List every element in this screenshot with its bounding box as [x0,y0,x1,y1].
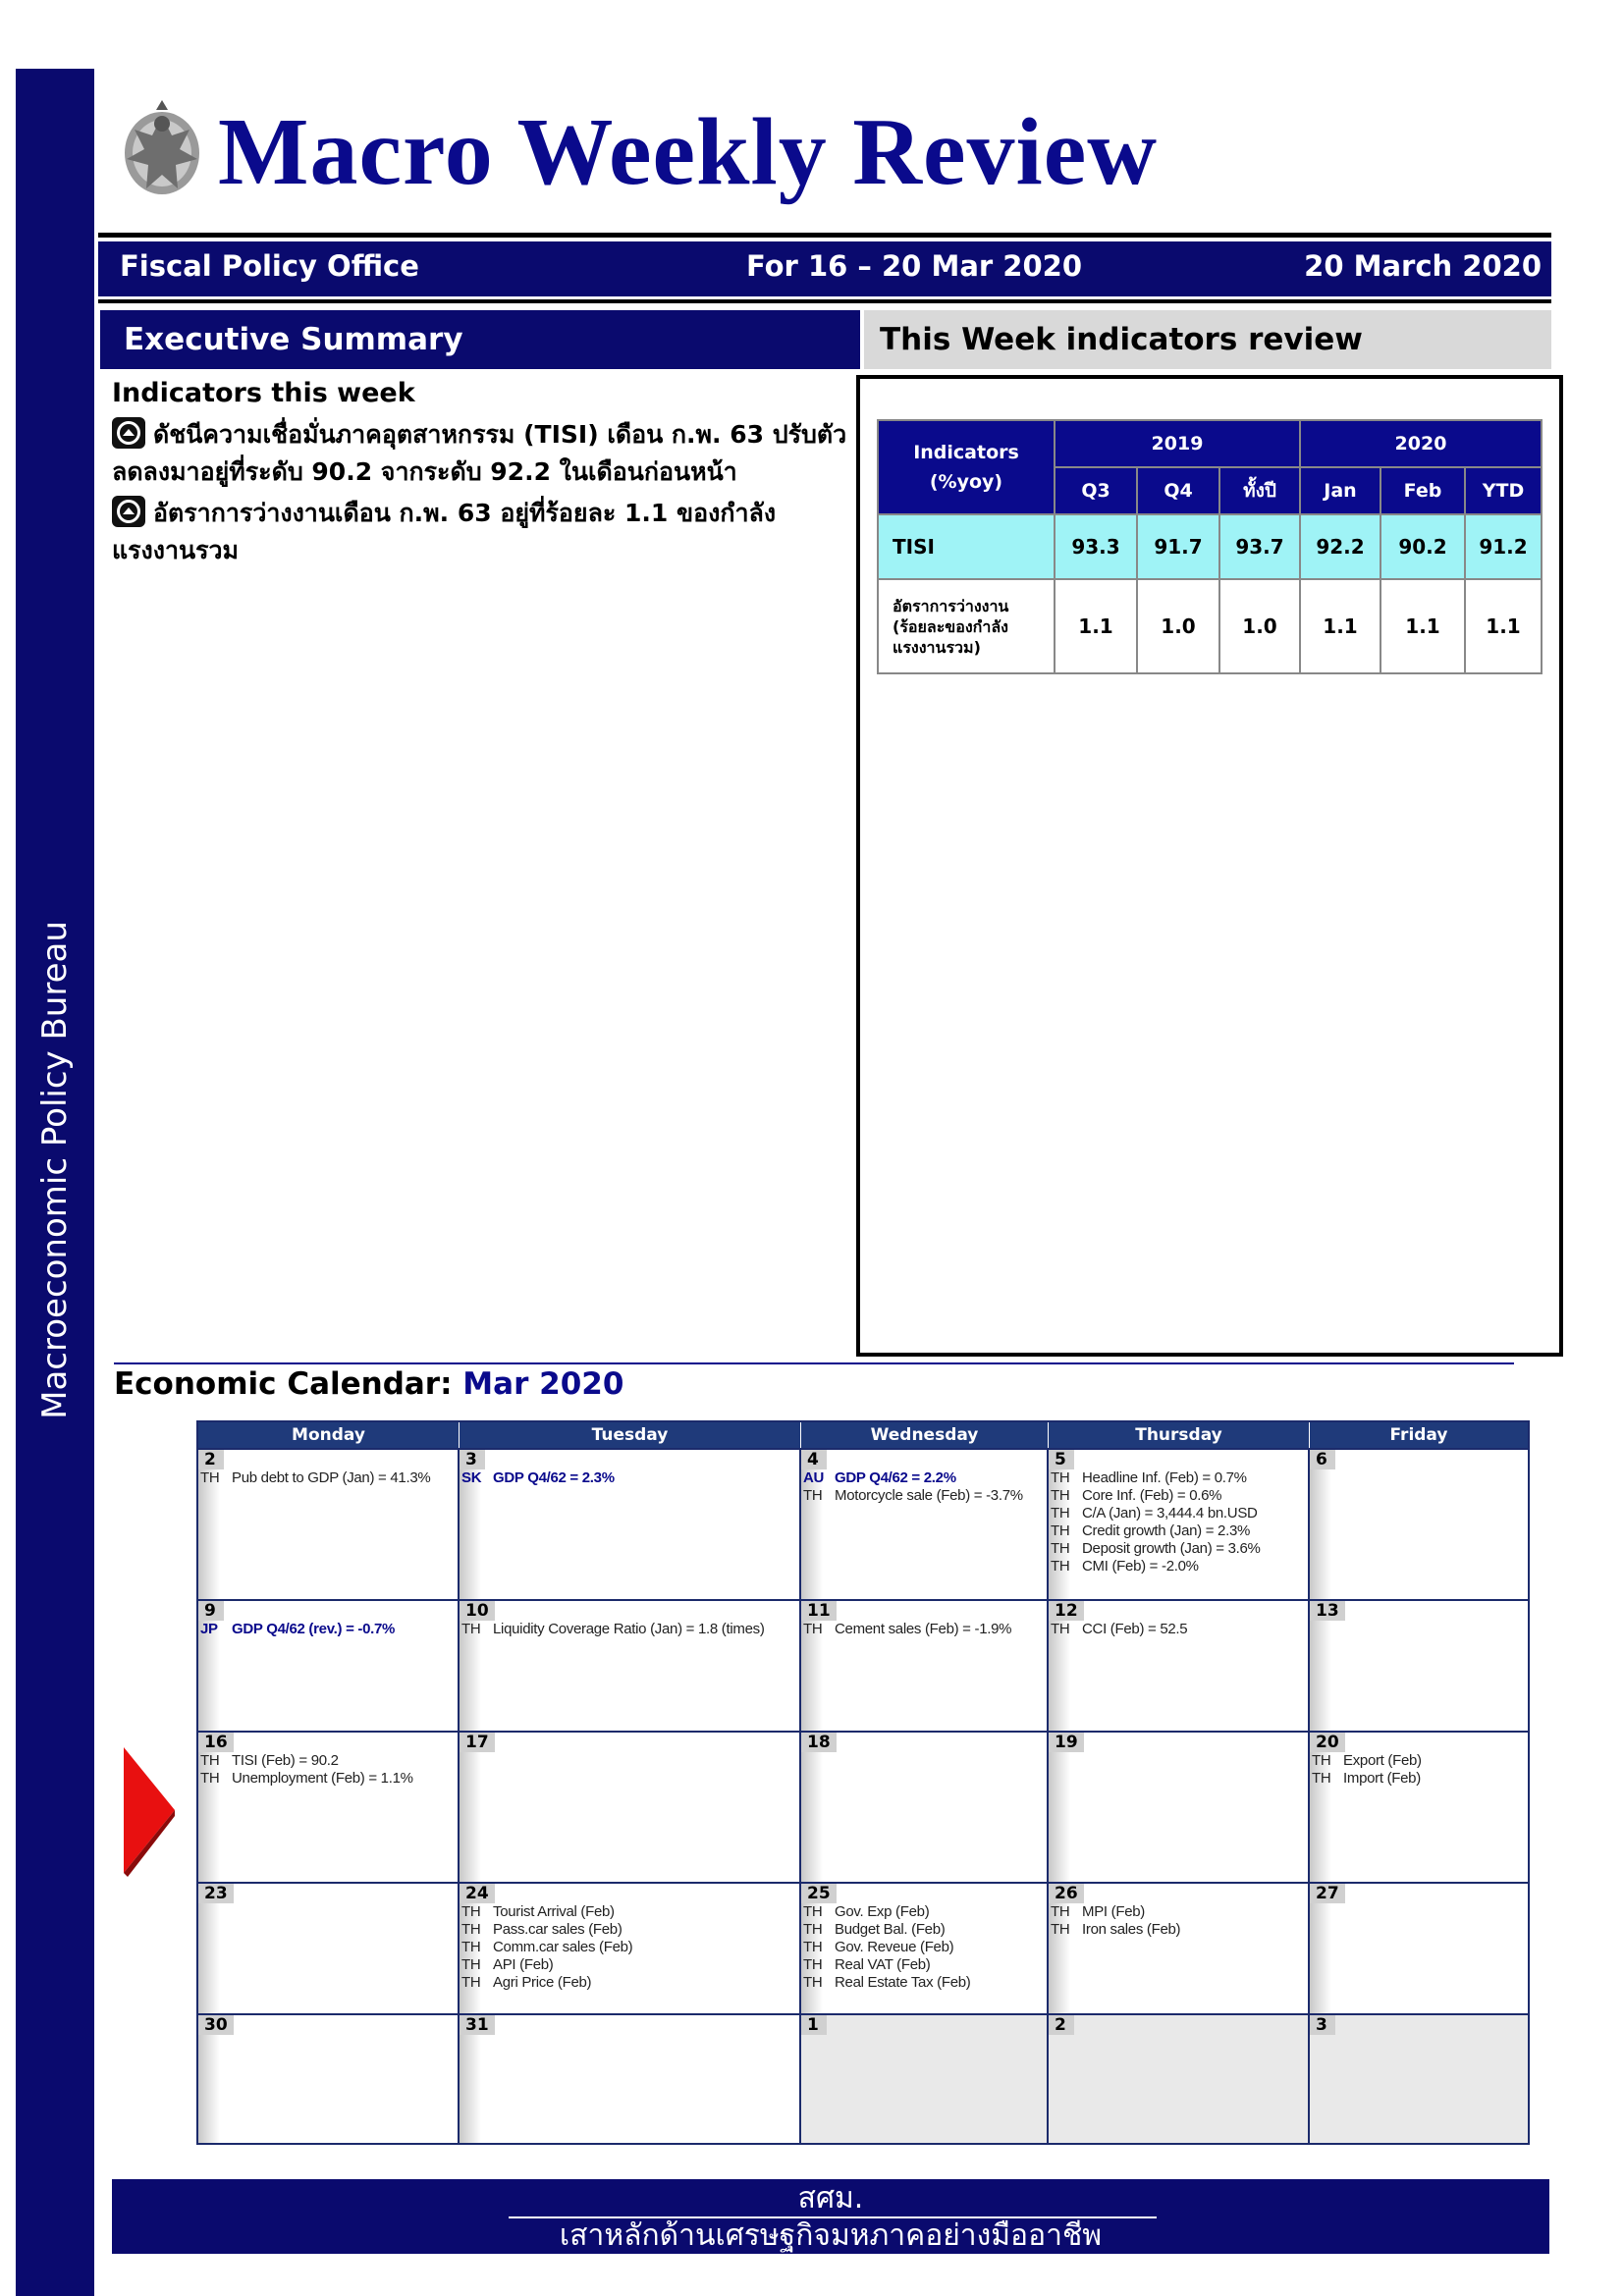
calendar-event [801,1939,1047,1956]
day-number: 24 [460,1884,495,1903]
header-rule-top [98,233,1551,238]
country-code: TH [803,1621,823,1637]
day-number: 25 [801,1884,837,1903]
country-code: TH [1051,1522,1070,1539]
calendar-event [801,1903,1047,1921]
calendar-week-row [198,1448,1528,1599]
corner-line-1: Indicators [913,442,1019,463]
table-cell: 1.1 [1300,579,1380,673]
calendar-day-cell [460,2015,801,2143]
country-code: TH [1051,1487,1070,1504]
executive-summary-body [112,375,858,569]
period-header: ทั้งปี [1219,467,1300,514]
calendar-event [460,1621,799,1638]
country-code: TH [1051,1540,1070,1557]
header-bar [98,241,1551,296]
day-number: 27 [1310,1884,1345,1903]
weekday-label: Wednesday [801,1422,1049,1448]
row-label: อัตราการว่างงาน (ร้อยละของกำลังแรงงานรวม) [878,579,1055,673]
event-text: Liquidity Coverage Ratio (Jan) = 1.8 (times) [493,1621,765,1637]
calendar-week-row [198,2013,1528,2143]
table-cell: 1.1 [1055,579,1137,673]
day-number: 1 [801,2015,827,2035]
calendar-day-cell [460,1450,801,1599]
day-number: 3 [460,1450,485,1469]
table-cell: 1.1 [1465,579,1542,673]
country-code: JP [200,1621,218,1637]
calendar-event [198,1770,458,1788]
event-text: Gov. Reveue (Feb) [835,1939,954,1955]
event-text: GDP Q4/62 (rev.) = -0.7% [232,1621,396,1637]
calendar-event [198,1621,458,1638]
table-cell: 91.7 [1137,514,1219,579]
day-number: 31 [460,2015,495,2035]
event-text: TISI (Feb) = 90.2 [232,1752,339,1769]
calendar-weekday-header [198,1422,1528,1448]
calendar-event [1049,1903,1308,1921]
calendar-event [460,1974,799,1992]
office-name: Fiscal Policy Office [120,249,419,283]
country-code: TH [461,1974,481,1991]
table-row [878,579,1542,673]
calendar-month: Mar 2020 [462,1366,624,1402]
event-text: Tourist Arrival (Feb) [493,1903,615,1920]
cell-shadow [801,1733,823,1882]
day-number: 17 [460,1733,495,1752]
event-text: Iron sales (Feb) [1082,1921,1181,1938]
calendar-event [460,1939,799,1956]
table-row [878,514,1542,579]
issue-date: 20 March 2020 [1304,249,1542,283]
calendar-day-cell [801,1884,1049,2013]
country-code: TH [461,1903,481,1920]
country-code: TH [803,1956,823,1973]
cell-shadow [1310,1450,1331,1599]
calendar-week-row [198,1882,1528,2013]
event-text: Credit growth (Jan) = 2.3% [1082,1522,1251,1539]
week-review-header [864,310,1551,369]
day-number: 2 [198,1450,224,1469]
page-title: Macro Weekly Review [218,99,1159,205]
row-label: TISI [878,514,1055,579]
calendar-event [1049,1487,1308,1505]
table-cell: 92.2 [1300,514,1380,579]
day-number: 13 [1310,1601,1345,1621]
day-number: 3 [1310,2015,1335,2035]
calendar-day-cell [198,1884,460,2013]
calendar-event [1049,1621,1308,1638]
indicators-subheading: Indicators this week [112,378,415,408]
day-number: 4 [801,1450,827,1469]
summary-bullet [112,495,858,569]
year-header: 2019 [1055,420,1300,467]
calendar-event [1049,1921,1308,1939]
period-header: Feb [1380,467,1465,514]
country-code: TH [803,1903,823,1920]
event-text: Budget Bal. (Feb) [835,1921,946,1938]
calendar-event [460,1956,799,1974]
calendar-day-cell [1049,1450,1310,1599]
event-text: Gov. Exp (Feb) [835,1903,930,1920]
event-text: API (Feb) [493,1956,554,1973]
footer-org: สศม. [797,2181,864,2216]
calendar-event [1310,1752,1528,1770]
executive-summary-header [100,310,860,369]
calendar-event [198,1752,458,1770]
header-rule-bottom [98,299,1551,303]
country-code: TH [1312,1752,1331,1769]
calendar-day-cell [1310,1450,1528,1599]
week-range: For 16 – 20 Mar 2020 [746,249,1082,283]
country-code: TH [1312,1770,1331,1787]
calendar-event [1049,1505,1308,1522]
calendar-event [1049,1540,1308,1558]
calendar-day-cell [1310,1884,1528,2013]
day-number: 18 [801,1733,837,1752]
weekday-label: Monday [198,1422,460,1448]
event-text: Cement sales (Feb) = -1.9% [835,1621,1012,1637]
event-text: Pass.car sales (Feb) [493,1921,623,1938]
country-code: TH [1051,1469,1070,1486]
calendar-day-cell [1049,1733,1310,1882]
garuda-emblem-icon [113,96,211,204]
calendar-event [1049,1469,1308,1487]
table-corner-header [878,420,1055,514]
country-code: TH [803,1939,823,1955]
calendar-event [801,1956,1047,1974]
summary-bullet [112,416,858,491]
day-number: 26 [1049,1884,1084,1903]
event-text: GDP Q4/62 = 2.2% [835,1469,956,1486]
calendar-day-cell [460,1884,801,2013]
weekday-label: Thursday [1049,1422,1310,1448]
country-code: AU [803,1469,825,1486]
event-text: Real VAT (Feb) [835,1956,931,1973]
calendar-day-cell [460,1733,801,1882]
day-number: 19 [1049,1733,1084,1752]
table-cell: 93.3 [1055,514,1137,579]
event-text: Core Inf. (Feb) = 0.6% [1082,1487,1222,1504]
country-code: TH [461,1621,481,1637]
calendar-rule [114,1362,1514,1364]
period-header: Jan [1300,467,1380,514]
calendar-event [801,1621,1047,1638]
calendar-week-row [198,1731,1528,1882]
event-text: Import (Feb) [1343,1770,1421,1787]
table-cell: 1.1 [1380,579,1465,673]
event-text: CMI (Feb) = -2.0% [1082,1558,1199,1575]
calendar-body [198,1448,1528,2143]
country-code: TH [1051,1505,1070,1522]
calendar-day-cell [801,1733,1049,1882]
calendar-event [198,1469,458,1487]
summary-bullet-text: อัตราการว่างงานเดือน ก.พ. 63 อยู่ที่ร้อยละ 1.1 ของกำลังแรงงานรวม [112,499,777,564]
calendar-day-cell [460,1601,801,1731]
economic-calendar [196,1420,1530,2145]
sidebar-band [16,69,94,2296]
calendar-title [114,1366,623,1402]
calendar-week-row [198,1599,1528,1731]
calendar-day-cell [801,1450,1049,1599]
day-number: 6 [1310,1450,1335,1469]
calendar-day-cell [198,2015,460,2143]
sidebar-label: Macroeconomic Policy Bureau [35,921,75,1419]
country-code: TH [200,1770,220,1787]
country-code: TH [461,1921,481,1938]
country-code: TH [1051,1621,1070,1637]
calendar-event [801,1469,1047,1487]
event-text: Deposit growth (Jan) = 3.6% [1082,1540,1261,1557]
corner-line-2: (%yoy) [929,471,1003,493]
event-text: MPI (Feb) [1082,1903,1145,1920]
event-text: Comm.car sales (Feb) [493,1939,633,1955]
day-number: 12 [1049,1601,1084,1621]
calendar-day-cell [198,1450,460,1599]
cell-shadow [1049,1733,1070,1882]
up-arrow-circle-icon [112,496,145,527]
day-number: 5 [1049,1450,1074,1469]
calendar-label: Economic Calendar: [114,1366,453,1402]
country-code: TH [803,1921,823,1938]
period-header: YTD [1465,467,1542,514]
table-cell: 90.2 [1380,514,1465,579]
calendar-event [801,1487,1047,1505]
event-text: Agri Price (Feb) [493,1974,592,1991]
calendar-day-cell [1049,1884,1310,2013]
cell-shadow [460,1733,481,1882]
calendar-day-cell [1049,1601,1310,1731]
event-text: GDP Q4/62 = 2.3% [493,1469,615,1486]
country-code: TH [461,1939,481,1955]
event-text: Export (Feb) [1343,1752,1422,1769]
calendar-event [1049,1558,1308,1575]
day-number: 30 [198,2015,234,2035]
country-code: TH [200,1469,220,1486]
calendar-day-cell [198,1601,460,1731]
country-code: TH [200,1752,220,1769]
event-text: Headline Inf. (Feb) = 0.7% [1082,1469,1247,1486]
event-text: Real Estate Tax (Feb) [835,1974,971,1991]
day-number: 11 [801,1601,837,1621]
event-text: CCI (Feb) = 52.5 [1082,1621,1188,1637]
event-text: Motorcycle sale (Feb) = -3.7% [835,1487,1023,1504]
country-code: TH [1051,1903,1070,1920]
event-text: Pub debt to GDP (Jan) = 41.3% [232,1469,431,1486]
day-number: 9 [198,1601,224,1621]
calendar-event [1310,1770,1528,1788]
calendar-day-cell [198,1733,460,1882]
week-review-title: This Week indicators review [880,322,1363,357]
calendar-day-cell [801,1601,1049,1731]
calendar-event [801,1974,1047,1992]
calendar-day-cell [1049,2015,1310,2143]
country-code: TH [803,1487,823,1504]
calendar-day-cell [1310,2015,1528,2143]
table-cell: 91.2 [1465,514,1542,579]
calendar-day-cell [1310,1601,1528,1731]
day-number: 20 [1310,1733,1345,1752]
day-number: 2 [1049,2015,1074,2035]
period-header: Q4 [1137,467,1219,514]
country-code: TH [1051,1558,1070,1575]
day-number: 23 [198,1884,234,1903]
year-header: 2020 [1300,420,1542,467]
calendar-event [460,1921,799,1939]
table-cell: 93.7 [1219,514,1300,579]
country-code: SK [461,1469,482,1486]
footer-banner [112,2179,1549,2254]
event-text: C/A (Jan) = 3,444.4 bn.USD [1082,1505,1258,1522]
country-code: TH [803,1974,823,1991]
table-cell: 1.0 [1137,579,1219,673]
day-number: 16 [198,1733,234,1752]
indicators-table [877,419,1543,674]
calendar-event [460,1903,799,1921]
table-cell: 1.0 [1219,579,1300,673]
weekday-label: Friday [1389,1425,1448,1445]
weekday-label: Tuesday [460,1422,801,1448]
executive-summary-title: Executive Summary [124,322,463,357]
country-code: TH [461,1956,481,1973]
period-header: Q3 [1055,467,1137,514]
calendar-event [801,1921,1047,1939]
country-code: TH [1051,1921,1070,1938]
day-number: 10 [460,1601,495,1621]
event-text: Unemployment (Feb) = 1.1% [232,1770,413,1787]
calendar-event [460,1469,799,1487]
footer-motto: เสาหลักด้านเศรษฐกิจมหภาคอย่างมืออาชีพ [559,2218,1103,2253]
calendar-day-cell [1310,1733,1528,1882]
calendar-day-cell [801,2015,1049,2143]
calendar-event [1049,1522,1308,1540]
red-arrow-icon [122,1743,177,1877]
summary-bullet-text: ดัชนีความเชื่อมั่นภาคอุตสาหกรรม (TISI) เดือน ก.พ. 63 ปรับตัวลดลงมาอยู่ที่ระดับ 90.2 จากระดับ 92.2 ในเดือนก่อนหน้า [112,420,847,486]
up-arrow-circle-icon [112,417,145,449]
